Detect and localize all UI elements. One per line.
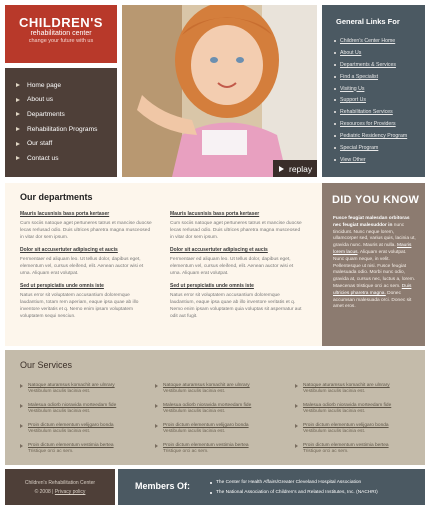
service-subtext: Vestibulum iaculis lacinia est. (303, 409, 366, 414)
general-link-label: Children's Center Home (340, 37, 396, 44)
service-link[interactable]: Malesua odiorb nioravida morteedam fide (28, 403, 117, 408)
arrow-bullet-icon (295, 444, 298, 448)
did-you-know-lead: Fusce feugiat malesdan orbitoras nec feugiat malesuddor in (333, 216, 410, 228)
nav-item-label: Rehabilitation Programs (27, 125, 98, 133)
general-link-label: Pediatric Residency Program (340, 133, 408, 140)
services-title: Our Services (20, 360, 73, 370)
service-link[interactable]: Natoque aturamsus komachit are ulnrary (303, 383, 390, 388)
service-item (20, 403, 145, 423)
general-link[interactable] (322, 94, 425, 106)
replay-label: replay (289, 163, 313, 174)
general-link[interactable] (322, 142, 425, 154)
services-section (5, 350, 425, 465)
did-you-know-panel (322, 183, 425, 346)
departments-section (5, 183, 322, 346)
service-link[interactable]: Proin dictum elementum vestimia bertea (303, 443, 389, 448)
department-text: Natus error sit voluptatem accusantium doloremque laudantium, eaque ipsa quae ab illo inventore veritatis et q. Nemo enim ipsam voluptatem quia voluptas sit aspernatur aut odit aut fugit. (170, 293, 302, 319)
department-text: Cum sociis natoque aget pertuneres tatrus et mancise duocse lecas rerlusad odio. Duis ultrices pharetra magna musceosed in vitar dor sem ipsum. (20, 221, 152, 240)
general-link-label: Support Us (340, 97, 366, 104)
service-subtext: Vestibulum iaculis lacinia est. (163, 409, 226, 414)
department-text: Fermentaer ed aliquam leo. Ut tellus dolor, dapibus eget, elementum vel, cursus eleifend, elit. Aenean auctor wisi et urna. Aliquam erat volutpat. (20, 257, 144, 276)
service-subtext: Vestibulum iaculis lacinia est. (28, 389, 91, 394)
general-link[interactable] (322, 118, 425, 130)
general-link-label: Resources for Providers (340, 121, 396, 128)
copyright-text: © 2008 | (34, 489, 54, 495)
department-link[interactable]: Sed ut perspiciatis unde omnis iste (20, 283, 104, 289)
privacy-policy-link[interactable]: Privacy policy (54, 489, 86, 495)
service-link[interactable]: Proin dictum elementum velijgaro bonda (303, 423, 389, 428)
general-link-label: Visiting Us (340, 85, 365, 92)
department-link[interactable]: Mauris lacusnisis bass porta kertaser (20, 211, 110, 217)
member-name: The Center for Health Affairs/Greater Cleveland Hospital Association (216, 480, 362, 485)
arrow-bullet-icon (16, 112, 20, 116)
members-label: Members Of: (135, 481, 191, 491)
square-bullet-icon (334, 64, 336, 66)
arrow-bullet-icon (16, 127, 20, 131)
square-bullet-icon (334, 40, 336, 42)
services-column (155, 383, 280, 463)
service-item (155, 443, 280, 463)
hero-photo (122, 5, 317, 177)
square-bullet-icon (334, 135, 336, 137)
footer-site-name: Children's Rehabilitation Center (24, 480, 96, 486)
service-link[interactable]: Natoque aturamsus komachit are ulnrary (28, 383, 115, 388)
department-entry (170, 283, 302, 320)
dot-bullet-icon (210, 492, 212, 494)
general-link-label: Rehabilitation Services (340, 109, 393, 116)
member-item[interactable] (210, 488, 378, 498)
logo-subtitle: rehabilitation center (30, 30, 92, 37)
arrow-bullet-icon (155, 384, 158, 388)
arrow-bullet-icon (155, 424, 158, 428)
department-link[interactable]: Mauris lacusnisis bass porta kertaser (170, 211, 260, 217)
general-link[interactable] (322, 35, 425, 47)
services-column (20, 383, 145, 463)
nav-item-about[interactable] (5, 93, 117, 108)
nav-item-label: Home page (27, 81, 62, 89)
site-logo[interactable] (5, 5, 117, 63)
service-subtext: Vestibulum iaculis lacinia est. (28, 429, 91, 434)
department-entry (20, 247, 152, 277)
arrow-bullet-icon (295, 384, 298, 388)
nav-item-contact[interactable] (5, 151, 117, 166)
arrow-bullet-icon (16, 142, 20, 146)
nav-item-label: About us (27, 96, 54, 104)
general-link[interactable] (322, 47, 425, 59)
play-icon (279, 166, 284, 172)
department-entry (170, 247, 302, 277)
child-photo-illustration (122, 5, 317, 177)
service-subtext: Tristique orci ac sem. (163, 449, 209, 454)
nav-item-label: Contact us (27, 154, 59, 162)
arrow-bullet-icon (20, 384, 23, 388)
service-item (295, 383, 420, 403)
logo-title: CHILDREN'S (19, 15, 103, 30)
service-link[interactable]: Malesua odiorb nioravida morteedam fide (163, 403, 252, 408)
arrow-bullet-icon (16, 98, 20, 102)
department-entry (20, 211, 152, 241)
arrow-bullet-icon (155, 444, 158, 448)
did-you-know-link[interactable]: Duis ultricies pharetra magna. (333, 283, 412, 296)
square-bullet-icon (334, 52, 336, 54)
general-link[interactable] (322, 83, 425, 95)
general-link-label: View Other (340, 156, 366, 163)
logo-tagline: change your future with us (28, 38, 94, 44)
service-link[interactable]: Natoque aturamsus komachit are ulnrary (163, 383, 250, 388)
nav-item-rehab-programs[interactable] (5, 122, 117, 137)
main-nav (5, 68, 117, 177)
member-item[interactable] (210, 478, 378, 488)
service-item (155, 403, 280, 423)
general-link[interactable] (322, 59, 425, 71)
service-item (20, 443, 145, 463)
general-link[interactable] (322, 154, 425, 166)
nav-item-label: Our staff (27, 140, 53, 148)
general-link[interactable] (322, 130, 425, 142)
department-link[interactable]: Dolor sit accusertuter adipiscing et aucis (170, 247, 268, 253)
square-bullet-icon (334, 147, 336, 149)
general-link-label: About Us (340, 49, 362, 56)
dot-bullet-icon (210, 482, 212, 484)
department-text: Fermentaer ed aliquam leo. Ut tellus dolor, dapibus eget, elementum vel, cursus eleifend, elit. Aenean auctor wisi et urna. Aliquam erat volutpat. (170, 257, 294, 276)
general-link[interactable] (322, 71, 425, 83)
service-subtext: Vestibulum iaculis lacinia est. (303, 429, 366, 434)
service-link[interactable]: Malesua odiorb nioravida morteedam fide (303, 403, 392, 408)
service-subtext: Vestibulum iaculis lacinia est. (28, 409, 91, 414)
department-text: Cum sociis natoque aget pertuneres tatrus et mancise duocse lecas rerlusad odio. Duis ultrices pharetra magna musceosed in vitar dor sem ipsum. (170, 221, 302, 240)
did-you-know-link[interactable]: Mauris lorem lacus (333, 243, 412, 255)
arrow-bullet-icon (155, 404, 158, 408)
arrow-bullet-icon (16, 83, 20, 87)
did-you-know-rest: . Aliquam erat volutpat. Nunc quam neque, in velit. Pellentesque ut nisi. Fusce feugiat malesuada odio. Morbi nunc odio, gravida at, cursus nec, luctus a, lorem. Maecenas tristique orci ac sem. (333, 249, 416, 289)
general-links-title: General Links For (336, 17, 400, 26)
footer-members (118, 469, 425, 505)
member-name: The National Association of Children's and Related Institutes, Inc. (NACHRI) (216, 490, 378, 495)
square-bullet-icon (334, 111, 336, 113)
service-subtext: Tristique orci ac sem. (28, 449, 74, 454)
service-subtext: Tristique orci ac sem. (303, 449, 349, 454)
service-item (295, 403, 420, 423)
general-links-panel (322, 5, 425, 177)
general-link[interactable] (322, 106, 425, 118)
service-link[interactable]: Proin dictum elementum velijgaro bonda (28, 423, 114, 428)
departments-title: Our departments (20, 192, 93, 202)
service-item (155, 423, 280, 443)
service-item (20, 423, 145, 443)
square-bullet-icon (334, 123, 336, 125)
nav-item-label: Departments (27, 110, 65, 118)
service-link[interactable]: Proin dictum elementum vestimia bertea (28, 443, 114, 448)
general-link-label: Find a Specialist (340, 73, 379, 80)
footer-info (5, 469, 115, 505)
members-list (210, 478, 378, 498)
services-column (295, 383, 420, 463)
square-bullet-icon (334, 159, 336, 161)
service-link[interactable]: Proin dictum elementum velijgaro bonda (163, 423, 249, 428)
service-item (295, 443, 420, 463)
department-text: Natus error sit voluptatem accusantium doloremque laudantium, totam rem aperiam, eaque ipsa quae ab illo inventore veritatis et q. Nemo enim ipsam voluptatem voluptatem sequi nesciun. (20, 293, 139, 319)
service-link[interactable]: Proin dictum elementum vestimia bertea (163, 443, 249, 448)
arrow-bullet-icon (20, 444, 23, 448)
general-link-label: Departments & Services (340, 61, 396, 68)
arrow-bullet-icon (20, 424, 23, 428)
general-link-label: Special Program (340, 144, 379, 151)
square-bullet-icon (334, 99, 336, 101)
square-bullet-icon (334, 76, 336, 78)
service-subtext: Vestibulum iaculis lacinia est. (163, 389, 226, 394)
arrow-bullet-icon (16, 156, 20, 160)
department-link[interactable]: Dolor sit accusertuter adipiscing et aucis (20, 247, 118, 253)
did-you-know-title: DID YOU KNOW (332, 194, 420, 206)
service-item (155, 383, 280, 403)
replay-button[interactable] (273, 160, 317, 177)
did-you-know-text (333, 216, 418, 311)
departments-column-left (20, 211, 152, 326)
nav-item-staff[interactable] (5, 136, 117, 151)
department-entry (20, 283, 152, 320)
department-entry (170, 211, 302, 241)
arrow-bullet-icon (295, 424, 298, 428)
service-item (20, 383, 145, 403)
did-you-know-mid: nunc tincidunt. Nunc neque lorem, ullamcorper sed, varius quis, lacinia ut, gravida nunc. Mauris at nulla. (333, 222, 416, 249)
service-subtext: Vestibulum iaculis lacinia est. (303, 389, 366, 394)
arrow-bullet-icon (295, 404, 298, 408)
department-link[interactable]: Sed ut perspiciatis unde omnis iste (170, 283, 254, 289)
footer-copyright-row (5, 489, 115, 495)
service-item (295, 423, 420, 443)
departments-column-right (170, 211, 302, 326)
service-subtext: Vestibulum iaculis lacinia est. (163, 429, 226, 434)
nav-item-home[interactable] (5, 78, 117, 93)
nav-item-departments[interactable] (5, 107, 117, 122)
arrow-bullet-icon (20, 404, 23, 408)
square-bullet-icon (334, 88, 336, 90)
did-you-know-rest: Donec accumsan malesuada orci. Donec sit amet eros. (333, 290, 412, 310)
